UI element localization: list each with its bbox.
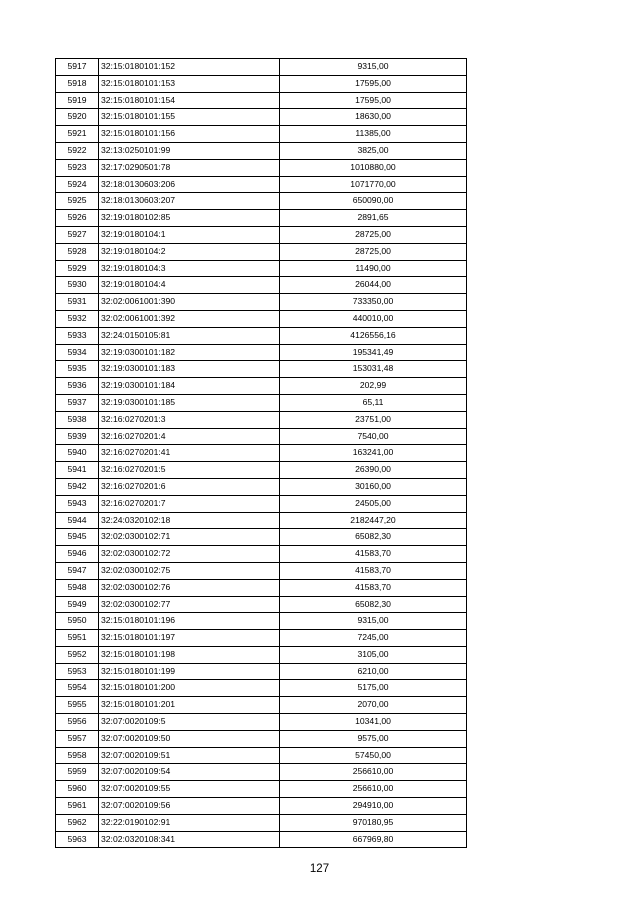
- table-row: [56, 310, 467, 327]
- table-row: [56, 478, 467, 495]
- value-cell: 26390,00: [280, 462, 467, 479]
- table-row: [56, 210, 467, 227]
- value-cell: 256610,00: [280, 781, 467, 798]
- value-cell: 256610,00: [280, 764, 467, 781]
- table-row: [56, 428, 467, 445]
- value-cell: 3825,00: [280, 142, 467, 159]
- table-row: [56, 462, 467, 479]
- table-row: [56, 159, 467, 176]
- cadastral-number-cell: 32:02:0300102:77: [99, 596, 280, 613]
- row-number-cell: 5951: [56, 630, 99, 647]
- value-cell: 17595,00: [280, 92, 467, 109]
- table-row: [56, 798, 467, 815]
- table-row: [56, 831, 467, 848]
- value-cell: 440010,00: [280, 310, 467, 327]
- table-row: [56, 226, 467, 243]
- row-number-cell: 5959: [56, 764, 99, 781]
- row-number-cell: 5917: [56, 59, 99, 76]
- row-number-cell: 5950: [56, 613, 99, 630]
- cadastral-number-cell: 32:02:0061001:390: [99, 294, 280, 311]
- table-row: [56, 529, 467, 546]
- table-row: [56, 142, 467, 159]
- cadastral-number-cell: 32:19:0180102:85: [99, 210, 280, 227]
- row-number-cell: 5960: [56, 781, 99, 798]
- row-number-cell: 5948: [56, 579, 99, 596]
- value-cell: 970180,95: [280, 814, 467, 831]
- value-cell: 17595,00: [280, 75, 467, 92]
- row-number-cell: 5958: [56, 747, 99, 764]
- cadastral-number-cell: 32:16:0270201:41: [99, 445, 280, 462]
- row-number-cell: 5944: [56, 512, 99, 529]
- table-row: [56, 243, 467, 260]
- value-cell: 733350,00: [280, 294, 467, 311]
- table-row: [56, 495, 467, 512]
- value-cell: 41583,70: [280, 546, 467, 563]
- value-cell: 23751,00: [280, 411, 467, 428]
- row-number-cell: 5956: [56, 714, 99, 731]
- cadastral-number-cell: 32:18:0130603:206: [99, 176, 280, 193]
- table-row: [56, 294, 467, 311]
- value-cell: 2891,65: [280, 210, 467, 227]
- value-cell: 2070,00: [280, 697, 467, 714]
- row-number-cell: 5918: [56, 75, 99, 92]
- cadastral-number-cell: 32:02:0300102:75: [99, 562, 280, 579]
- value-cell: 11385,00: [280, 126, 467, 143]
- table-row: [56, 277, 467, 294]
- table-row: [56, 92, 467, 109]
- cadastral-number-cell: 32:15:0180101:154: [99, 92, 280, 109]
- row-number-cell: 5927: [56, 226, 99, 243]
- table-row: [56, 764, 467, 781]
- cadastral-number-cell: 32:07:0020109:56: [99, 798, 280, 815]
- cadastral-number-cell: 32:02:0061001:392: [99, 310, 280, 327]
- table-row: [56, 411, 467, 428]
- row-number-cell: 5929: [56, 260, 99, 277]
- cadastral-number-cell: 32:19:0300101:184: [99, 378, 280, 395]
- cadastral-number-cell: 32:15:0180101:155: [99, 109, 280, 126]
- table-row: [56, 730, 467, 747]
- value-cell: 9575,00: [280, 730, 467, 747]
- table-row: [56, 260, 467, 277]
- value-cell: 57450,00: [280, 747, 467, 764]
- value-cell: 9315,00: [280, 613, 467, 630]
- row-number-cell: 5955: [56, 697, 99, 714]
- cadastral-number-cell: 32:15:0180101:197: [99, 630, 280, 647]
- cadastral-number-cell: 32:22:0190102:91: [99, 814, 280, 831]
- table-row: [56, 747, 467, 764]
- row-number-cell: 5952: [56, 646, 99, 663]
- value-cell: 28725,00: [280, 243, 467, 260]
- value-cell: 7245,00: [280, 630, 467, 647]
- table-row: [56, 378, 467, 395]
- cadastral-value-table: [55, 58, 467, 848]
- row-number-cell: 5923: [56, 159, 99, 176]
- row-number-cell: 5939: [56, 428, 99, 445]
- value-cell: 667969,80: [280, 831, 467, 848]
- table-row: [56, 663, 467, 680]
- cadastral-number-cell: 32:24:0320102:18: [99, 512, 280, 529]
- row-number-cell: 5930: [56, 277, 99, 294]
- table-row: [56, 75, 467, 92]
- value-cell: 28725,00: [280, 226, 467, 243]
- cadastral-number-cell: 32:15:0180101:196: [99, 613, 280, 630]
- row-number-cell: 5925: [56, 193, 99, 210]
- table-row: [56, 646, 467, 663]
- table-row: [56, 109, 467, 126]
- cadastral-number-cell: 32:15:0180101:153: [99, 75, 280, 92]
- table-row: [56, 781, 467, 798]
- row-number-cell: 5943: [56, 495, 99, 512]
- value-cell: 650090,00: [280, 193, 467, 210]
- table-row: [56, 327, 467, 344]
- cadastral-number-cell: 32:15:0180101:152: [99, 59, 280, 76]
- cadastral-number-cell: 32:19:0300101:185: [99, 394, 280, 411]
- table-row: [56, 596, 467, 613]
- table-row: [56, 697, 467, 714]
- row-number-cell: 5963: [56, 831, 99, 848]
- row-number-cell: 5919: [56, 92, 99, 109]
- cadastral-number-cell: 32:17:0290501:78: [99, 159, 280, 176]
- value-cell: 294910,00: [280, 798, 467, 815]
- value-cell: 30160,00: [280, 478, 467, 495]
- page-number: 127: [309, 863, 330, 875]
- cadastral-number-cell: 32:02:0300102:72: [99, 546, 280, 563]
- cadastral-number-cell: 32:13:0250101:99: [99, 142, 280, 159]
- value-cell: 10341,00: [280, 714, 467, 731]
- value-cell: 163241,00: [280, 445, 467, 462]
- cadastral-number-cell: 32:19:0180104:4: [99, 277, 280, 294]
- value-cell: 202,99: [280, 378, 467, 395]
- table-row: [56, 445, 467, 462]
- table-row: [56, 394, 467, 411]
- row-number-cell: 5936: [56, 378, 99, 395]
- cadastral-number-cell: 32:19:0180104:1: [99, 226, 280, 243]
- cadastral-number-cell: 32:24:0150105:81: [99, 327, 280, 344]
- row-number-cell: 5932: [56, 310, 99, 327]
- cadastral-number-cell: 32:02:0320108:341: [99, 831, 280, 848]
- row-number-cell: 5928: [56, 243, 99, 260]
- cadastral-number-cell: 32:15:0180101:199: [99, 663, 280, 680]
- row-number-cell: 5954: [56, 680, 99, 697]
- row-number-cell: 5962: [56, 814, 99, 831]
- row-number-cell: 5922: [56, 142, 99, 159]
- table-row: [56, 546, 467, 563]
- row-number-cell: 5934: [56, 344, 99, 361]
- value-cell: 1010880,00: [280, 159, 467, 176]
- cadastral-number-cell: 32:07:0020109:54: [99, 764, 280, 781]
- row-number-cell: 5924: [56, 176, 99, 193]
- value-cell: 3105,00: [280, 646, 467, 663]
- table-row: [56, 630, 467, 647]
- row-number-cell: 5940: [56, 445, 99, 462]
- table-row: [56, 344, 467, 361]
- table-row: [56, 59, 467, 76]
- cadastral-number-cell: 32:07:0020109:5: [99, 714, 280, 731]
- row-number-cell: 5938: [56, 411, 99, 428]
- value-cell: 9315,00: [280, 59, 467, 76]
- value-cell: 5175,00: [280, 680, 467, 697]
- table-row: [56, 714, 467, 731]
- row-number-cell: 5942: [56, 478, 99, 495]
- row-number-cell: 5933: [56, 327, 99, 344]
- value-cell: 195341,49: [280, 344, 467, 361]
- cadastral-number-cell: 32:19:0300101:182: [99, 344, 280, 361]
- value-cell: 65,11: [280, 394, 467, 411]
- row-number-cell: 5937: [56, 394, 99, 411]
- cadastral-number-cell: 32:18:0130603:207: [99, 193, 280, 210]
- value-cell: 41583,70: [280, 562, 467, 579]
- row-number-cell: 5961: [56, 798, 99, 815]
- row-number-cell: 5949: [56, 596, 99, 613]
- row-number-cell: 5953: [56, 663, 99, 680]
- row-number-cell: 5941: [56, 462, 99, 479]
- cadastral-number-cell: 32:02:0300102:71: [99, 529, 280, 546]
- cadastral-number-cell: 32:19:0180104:3: [99, 260, 280, 277]
- value-cell: 65082,30: [280, 596, 467, 613]
- cadastral-number-cell: 32:16:0270201:6: [99, 478, 280, 495]
- value-cell: 2182447,20: [280, 512, 467, 529]
- value-cell: 18630,00: [280, 109, 467, 126]
- cadastral-number-cell: 32:16:0270201:3: [99, 411, 280, 428]
- row-number-cell: 5947: [56, 562, 99, 579]
- table-row: [56, 361, 467, 378]
- value-cell: 153031,48: [280, 361, 467, 378]
- value-cell: 4126556,16: [280, 327, 467, 344]
- row-number-cell: 5935: [56, 361, 99, 378]
- cadastral-number-cell: 32:07:0020109:50: [99, 730, 280, 747]
- table-row: [56, 126, 467, 143]
- value-cell: 65082,30: [280, 529, 467, 546]
- table-row: [56, 193, 467, 210]
- table-body: [56, 59, 467, 848]
- row-number-cell: 5921: [56, 126, 99, 143]
- cadastral-number-cell: 32:16:0270201:4: [99, 428, 280, 445]
- cadastral-number-cell: 32:15:0180101:200: [99, 680, 280, 697]
- row-number-cell: 5920: [56, 109, 99, 126]
- cadastral-number-cell: 32:02:0300102:76: [99, 579, 280, 596]
- row-number-cell: 5945: [56, 529, 99, 546]
- row-number-cell: 5931: [56, 294, 99, 311]
- table-row: [56, 176, 467, 193]
- cadastral-number-cell: 32:16:0270201:7: [99, 495, 280, 512]
- value-cell: 6210,00: [280, 663, 467, 680]
- value-cell: 24505,00: [280, 495, 467, 512]
- cadastral-number-cell: 32:19:0300101:183: [99, 361, 280, 378]
- value-cell: 11490,00: [280, 260, 467, 277]
- row-number-cell: 5946: [56, 546, 99, 563]
- value-cell: 26044,00: [280, 277, 467, 294]
- table-row: [56, 814, 467, 831]
- cadastral-number-cell: 32:19:0180104:2: [99, 243, 280, 260]
- cadastral-number-cell: 32:07:0020109:55: [99, 781, 280, 798]
- row-number-cell: 5926: [56, 210, 99, 227]
- table-row: [56, 680, 467, 697]
- table-row: [56, 613, 467, 630]
- cadastral-number-cell: 32:07:0020109:51: [99, 747, 280, 764]
- value-cell: 7540,00: [280, 428, 467, 445]
- value-cell: 41583,70: [280, 579, 467, 596]
- value-cell: 1071770,00: [280, 176, 467, 193]
- row-number-cell: 5957: [56, 730, 99, 747]
- cadastral-number-cell: 32:16:0270201:5: [99, 462, 280, 479]
- table-row: [56, 562, 467, 579]
- cadastral-number-cell: 32:15:0180101:156: [99, 126, 280, 143]
- table-row: [56, 579, 467, 596]
- cadastral-number-cell: 32:15:0180101:201: [99, 697, 280, 714]
- cadastral-number-cell: 32:15:0180101:198: [99, 646, 280, 663]
- table-row: [56, 512, 467, 529]
